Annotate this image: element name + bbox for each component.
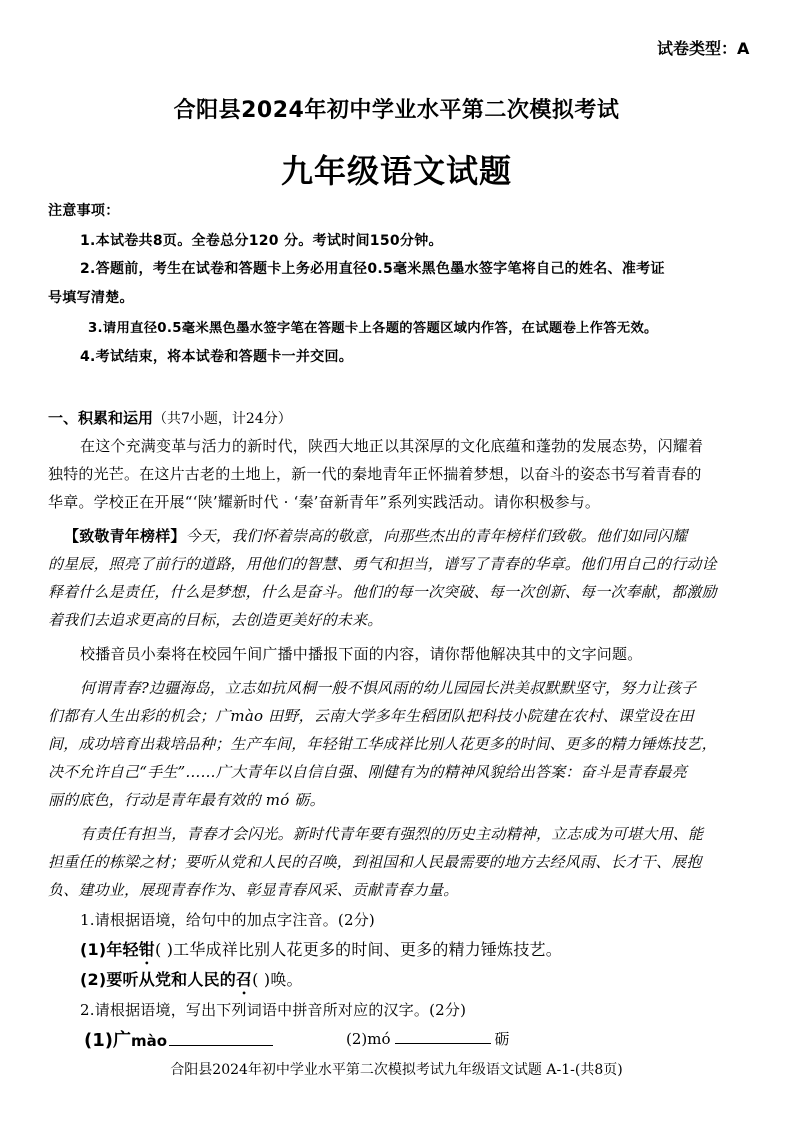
intro-line-2: 独特的光芒。在这片古老的土地上，新一代的秦地青年正怀揣着梦想，以奋斗的姿态书写着青春的 [48,465,702,483]
q1-2-answer-blank[interactable]: ( ) [252,970,271,989]
notice-item-4: 4.考试结束，将本试卷和答题卡一并交回。 [80,349,354,365]
broadcast-p1-line-5: 丽的底色，行动是青年最有效的 mó 砺。 [48,791,325,809]
question-1-2 [80,966,303,998]
exam-title: 合阳县2024年初中学业水平第二次模拟考试 [173,98,620,123]
intro-line-3: 华章。学校正在开展“‘陕’耀新时代 · ‘秦’奋新青年”系列实践活动。请你积极参与。 [48,493,601,511]
broadcast-p1-line-1: 何谓青春?边疆海岛，立志如抗风桐一般不惧风雨的幼儿园园长洪美叔默默坚守，努力让孩子 [80,679,697,697]
broadcast-p1-line-2: 们都有人生出彩的机会；广mào 田野，云南大学多年生稻团队把科技小院建在农村、课堂设在田 [48,707,694,725]
q2-1-label: (1)广 [84,1030,131,1051]
notice-item-1: 1.本试卷共8页。全卷总分120 分。考试时间150分钟。 [80,233,443,249]
q1-1-answer-blank[interactable]: ( ) [154,940,174,959]
paper-type-label: 试卷类型：A [657,39,750,58]
q2-1-answer-line[interactable] [169,1031,273,1046]
q1-2-suffix: 唤。 [270,970,303,989]
honor-line-3: 释着什么是责任，什么是梦想，什么是奋斗。他们的每一次突破、每一次创新、每一次奉献，都激励 [48,583,717,601]
q1-1-prefix: (1)年轻 [80,940,139,959]
broadcast-p2-line-3: 负、建功业，展现青春作为、彰显青春风采、贡献青春力量。 [48,881,459,899]
subject-title: 九年级语文试题 [280,152,512,190]
notice-item-3: 3.请用直径0.5毫米黑色墨水签字笔在答题卡上各题的答题区域内作答，在试题卷上作答无效。 [88,321,658,336]
q2-1-pinyin: mào [130,1032,168,1050]
q1-2-prefix: (2)要听从党和人民的 [80,970,236,989]
broadcast-p2-line-2: 担重任的栋梁之材；要听从党和人民的召唤，到祖国和人民最需要的地方去经风雨、长才干、展抱 [48,853,702,871]
question-1-1 [80,936,562,968]
question-2-1 [84,1026,273,1052]
notice-label: 注意事项： [48,203,120,219]
q1-1-suffix: 工华成祥比别人花更多的时间、更多的精力锤炼技艺。 [173,940,562,959]
page-footer: 合阳县2024年初中学业水平第二次模拟考试九年级语文试题 A-1-(共8页) [170,1062,623,1078]
broadcast-p2-line-1: 有责任有担当，青春才会闪光。新时代青年要有强烈的历史主动精神，立志成为可堪大用、能 [80,825,704,843]
question-2-2 [346,1028,510,1049]
honor-tag: 【致敬青年榜样】 [64,527,186,545]
notice-item-2-line-2: 号填写清楚。 [48,290,134,306]
q1-1-dotted-char: 钳 [138,940,155,959]
q1-2-dotted-char: 召 [235,970,253,989]
honor-line-2: 的星辰，照亮了前行的道路，用他们的智慧、勇气和担当，谱写了青春的华章。他们用自己的行动诠 [48,555,717,573]
q2-2-label: (2)mó [346,1030,391,1048]
honor-line-1-text: 今天，我们怀着崇高的敬意，向那些杰出的青年榜样们致敬。他们如同闪耀 [185,527,688,545]
notice-item-2-line-1: 2.答题前，考生在试卷和答题卡上务必用直径0.5毫米黑色墨水签字笔将自己的姓名、准考证 [80,261,665,277]
question-2: 2.请根据语境，写出下列词语中拼音所对应的汉字。(2分) [80,1001,467,1019]
intro-line-1: 在这个充满变革与活力的新时代，陕西大地正以其深厚的文化底蕴和蓬勃的发展态势，闪耀着 [80,437,704,455]
q2-2-answer-line[interactable] [395,1031,491,1044]
broadcast-p1-line-4: 决不允许自己“手生”……广大青年以自信自强、刚健有为的精神风貌给出答案：奋斗是青春最亮 [48,763,687,781]
honor-line-4: 着我们去追求更高的目标，去创造更美好的未来。 [48,611,383,629]
section-heading [48,407,292,428]
section-score-note: （共7小题，计24分） [153,411,292,427]
broadcast-p1-line-3: 间，成功培育出栽培品种；生产车间，年轻钳工华成祥比别人花更多的时间、更多的精力锤炼技艺， [48,735,717,753]
honor-line-1 [64,522,687,550]
broadcast-intro: 校播音员小秦将在校园午间广播中播报下面的内容，请你帮他解决其中的文字问题。 [80,645,643,663]
section-title: 一、积累和运用 [48,409,154,427]
q2-2-suffix: 砺 [494,1030,510,1048]
question-1: 1.请根据语境，给句中的加点字注音。(2分) [80,911,375,929]
